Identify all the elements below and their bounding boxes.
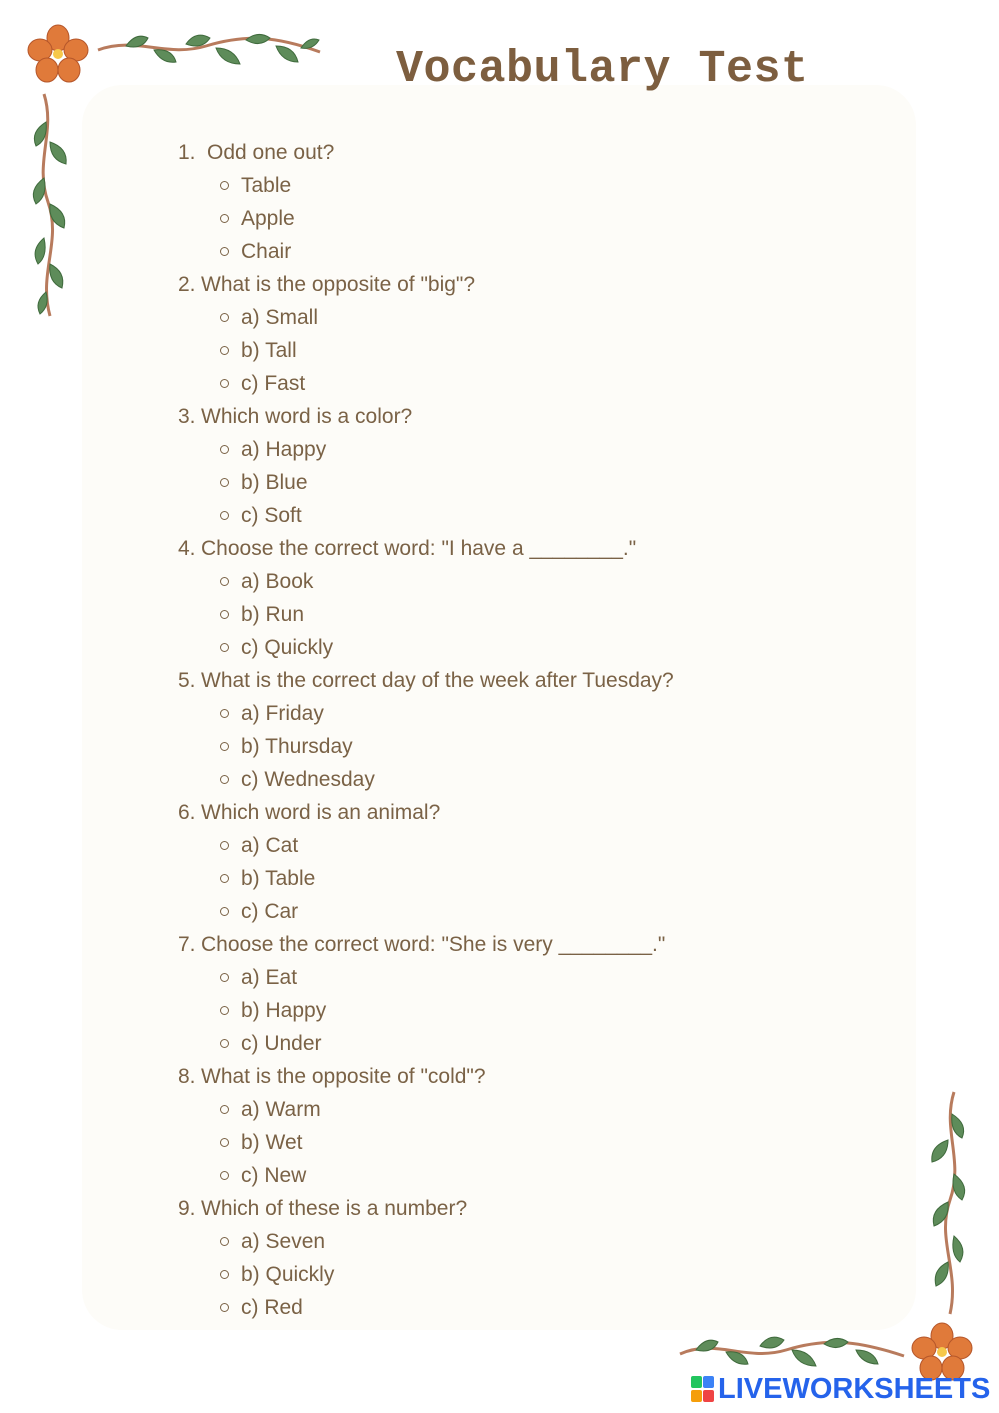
option-label: c) Quickly [241,636,334,659]
answer-option [220,1291,798,1324]
question-item [178,136,798,268]
answer-option [220,961,798,994]
hollow-bullet-icon [220,1138,229,1147]
hollow-bullet-icon [220,1270,229,1279]
hollow-bullet-icon [220,610,229,619]
question-item [178,400,798,532]
question-number: 6. [178,801,196,824]
question-number: 1. [178,141,196,164]
question-text: What is the opposite of "big"? [201,273,476,296]
hollow-bullet-icon [220,874,229,883]
answer-option [220,895,798,928]
brand-name: LIVEWORKSHEETS [718,1372,991,1405]
answer-option [220,994,798,1027]
question-text: Which of these is a number? [201,1197,468,1220]
question-number: 3. [178,405,196,428]
question-line [178,1192,798,1225]
question-item [178,532,798,664]
liveworksheets-logo-icon [690,1374,716,1404]
answer-option [220,1159,798,1192]
hollow-bullet-icon [220,1105,229,1114]
question-line [178,928,798,961]
question-number: 4. [178,537,196,560]
question-item [178,664,798,796]
question-line [178,1060,798,1093]
option-label: b) Blue [241,471,308,494]
hollow-bullet-icon [220,1303,229,1312]
hollow-bullet-icon [220,478,229,487]
option-list [178,697,798,796]
answer-option [220,1126,798,1159]
hollow-bullet-icon [220,247,229,256]
question-list [178,136,798,1324]
vine-right-icon [924,1090,974,1318]
vine-top-icon [96,28,324,78]
hollow-bullet-icon [220,379,229,388]
option-label: Table [241,174,292,197]
option-label: c) Car [241,900,299,923]
option-list [178,565,798,664]
question-text: Choose the correct word: "She is very ________." [201,933,666,956]
question-number: 8. [178,1065,196,1088]
hollow-bullet-icon [220,907,229,916]
option-list [178,961,798,1060]
flower-top-left-icon [26,24,90,86]
answer-option [220,301,798,334]
answer-option [220,763,798,796]
hollow-bullet-icon [220,973,229,982]
hollow-bullet-icon [220,577,229,586]
option-list [178,829,798,928]
answer-option [220,631,798,664]
option-label: a) Happy [241,438,327,461]
option-label: b) Wet [241,1131,303,1154]
hollow-bullet-icon [220,643,229,652]
question-item [178,928,798,1060]
question-number: 9. [178,1197,196,1220]
option-label: b) Quickly [241,1263,335,1286]
answer-option [220,1093,798,1126]
answer-option [220,499,798,532]
option-label: a) Warm [241,1098,321,1121]
option-label: a) Friday [241,702,324,725]
answer-option [220,1258,798,1291]
hollow-bullet-icon [220,511,229,520]
option-label: b) Thursday [241,735,353,758]
option-list [178,169,798,268]
hollow-bullet-icon [220,1039,229,1048]
question-line [178,268,798,301]
answer-option [220,697,798,730]
option-label: b) Run [241,603,305,626]
option-label: a) Small [241,306,319,329]
hollow-bullet-icon [220,181,229,190]
liveworksheets-brand [690,1372,990,1406]
question-text: What is the correct day of the week after Tuesday? [201,669,674,692]
question-line [178,796,798,829]
question-line [178,136,798,169]
hollow-bullet-icon [220,709,229,718]
question-text: Which word is a color? [201,405,413,428]
option-list [178,1225,798,1324]
option-label: Apple [241,207,295,230]
hollow-bullet-icon [220,313,229,322]
answer-option [220,1225,798,1258]
answer-option [220,598,798,631]
answer-option [220,202,798,235]
option-label: c) Soft [241,504,302,527]
option-label: c) Under [241,1032,322,1055]
option-label: Chair [241,240,292,263]
hollow-bullet-icon [220,841,229,850]
hollow-bullet-icon [220,1237,229,1246]
question-line [178,532,798,565]
option-label: a) Cat [241,834,299,857]
answer-option [220,235,798,268]
answer-option [220,730,798,763]
option-label: a) Seven [241,1230,326,1253]
option-label: c) Fast [241,372,306,395]
question-text: What is the opposite of "cold"? [201,1065,486,1088]
vine-left-icon [26,92,76,320]
question-line [178,664,798,697]
option-label: a) Eat [241,966,298,989]
question-item [178,1060,798,1192]
answer-option [220,565,798,598]
hollow-bullet-icon [220,346,229,355]
question-text: Which word is an animal? [201,801,441,824]
option-list [178,1093,798,1192]
option-label: c) Red [241,1296,303,1319]
option-list [178,301,798,400]
option-label: b) Tall [241,339,297,362]
answer-option [220,466,798,499]
hollow-bullet-icon [220,1171,229,1180]
hollow-bullet-icon [220,1006,229,1015]
answer-option [220,334,798,367]
question-text: Choose the correct word: "I have a ________." [201,537,637,560]
question-item [178,796,798,928]
question-item [178,1192,798,1324]
answer-option [220,1027,798,1060]
answer-option [220,433,798,466]
question-text: Odd one out? [207,141,335,164]
question-number: 5. [178,669,196,692]
option-label: c) New [241,1164,307,1187]
answer-option [220,829,798,862]
answer-option [220,367,798,400]
hollow-bullet-icon [220,445,229,454]
option-label: b) Table [241,867,316,890]
question-number: 7. [178,933,196,956]
hollow-bullet-icon [220,775,229,784]
option-list [178,433,798,532]
question-item [178,268,798,400]
question-line [178,400,798,433]
answer-option [220,169,798,202]
option-label: a) Book [241,570,314,593]
vine-bottom-icon [676,1328,908,1374]
answer-option [220,862,798,895]
option-label: c) Wednesday [241,768,375,791]
option-label: b) Happy [241,999,327,1022]
question-number: 2. [178,273,196,296]
hollow-bullet-icon [220,742,229,751]
hollow-bullet-icon [220,214,229,223]
page-title: Vocabulary Test [396,44,809,95]
